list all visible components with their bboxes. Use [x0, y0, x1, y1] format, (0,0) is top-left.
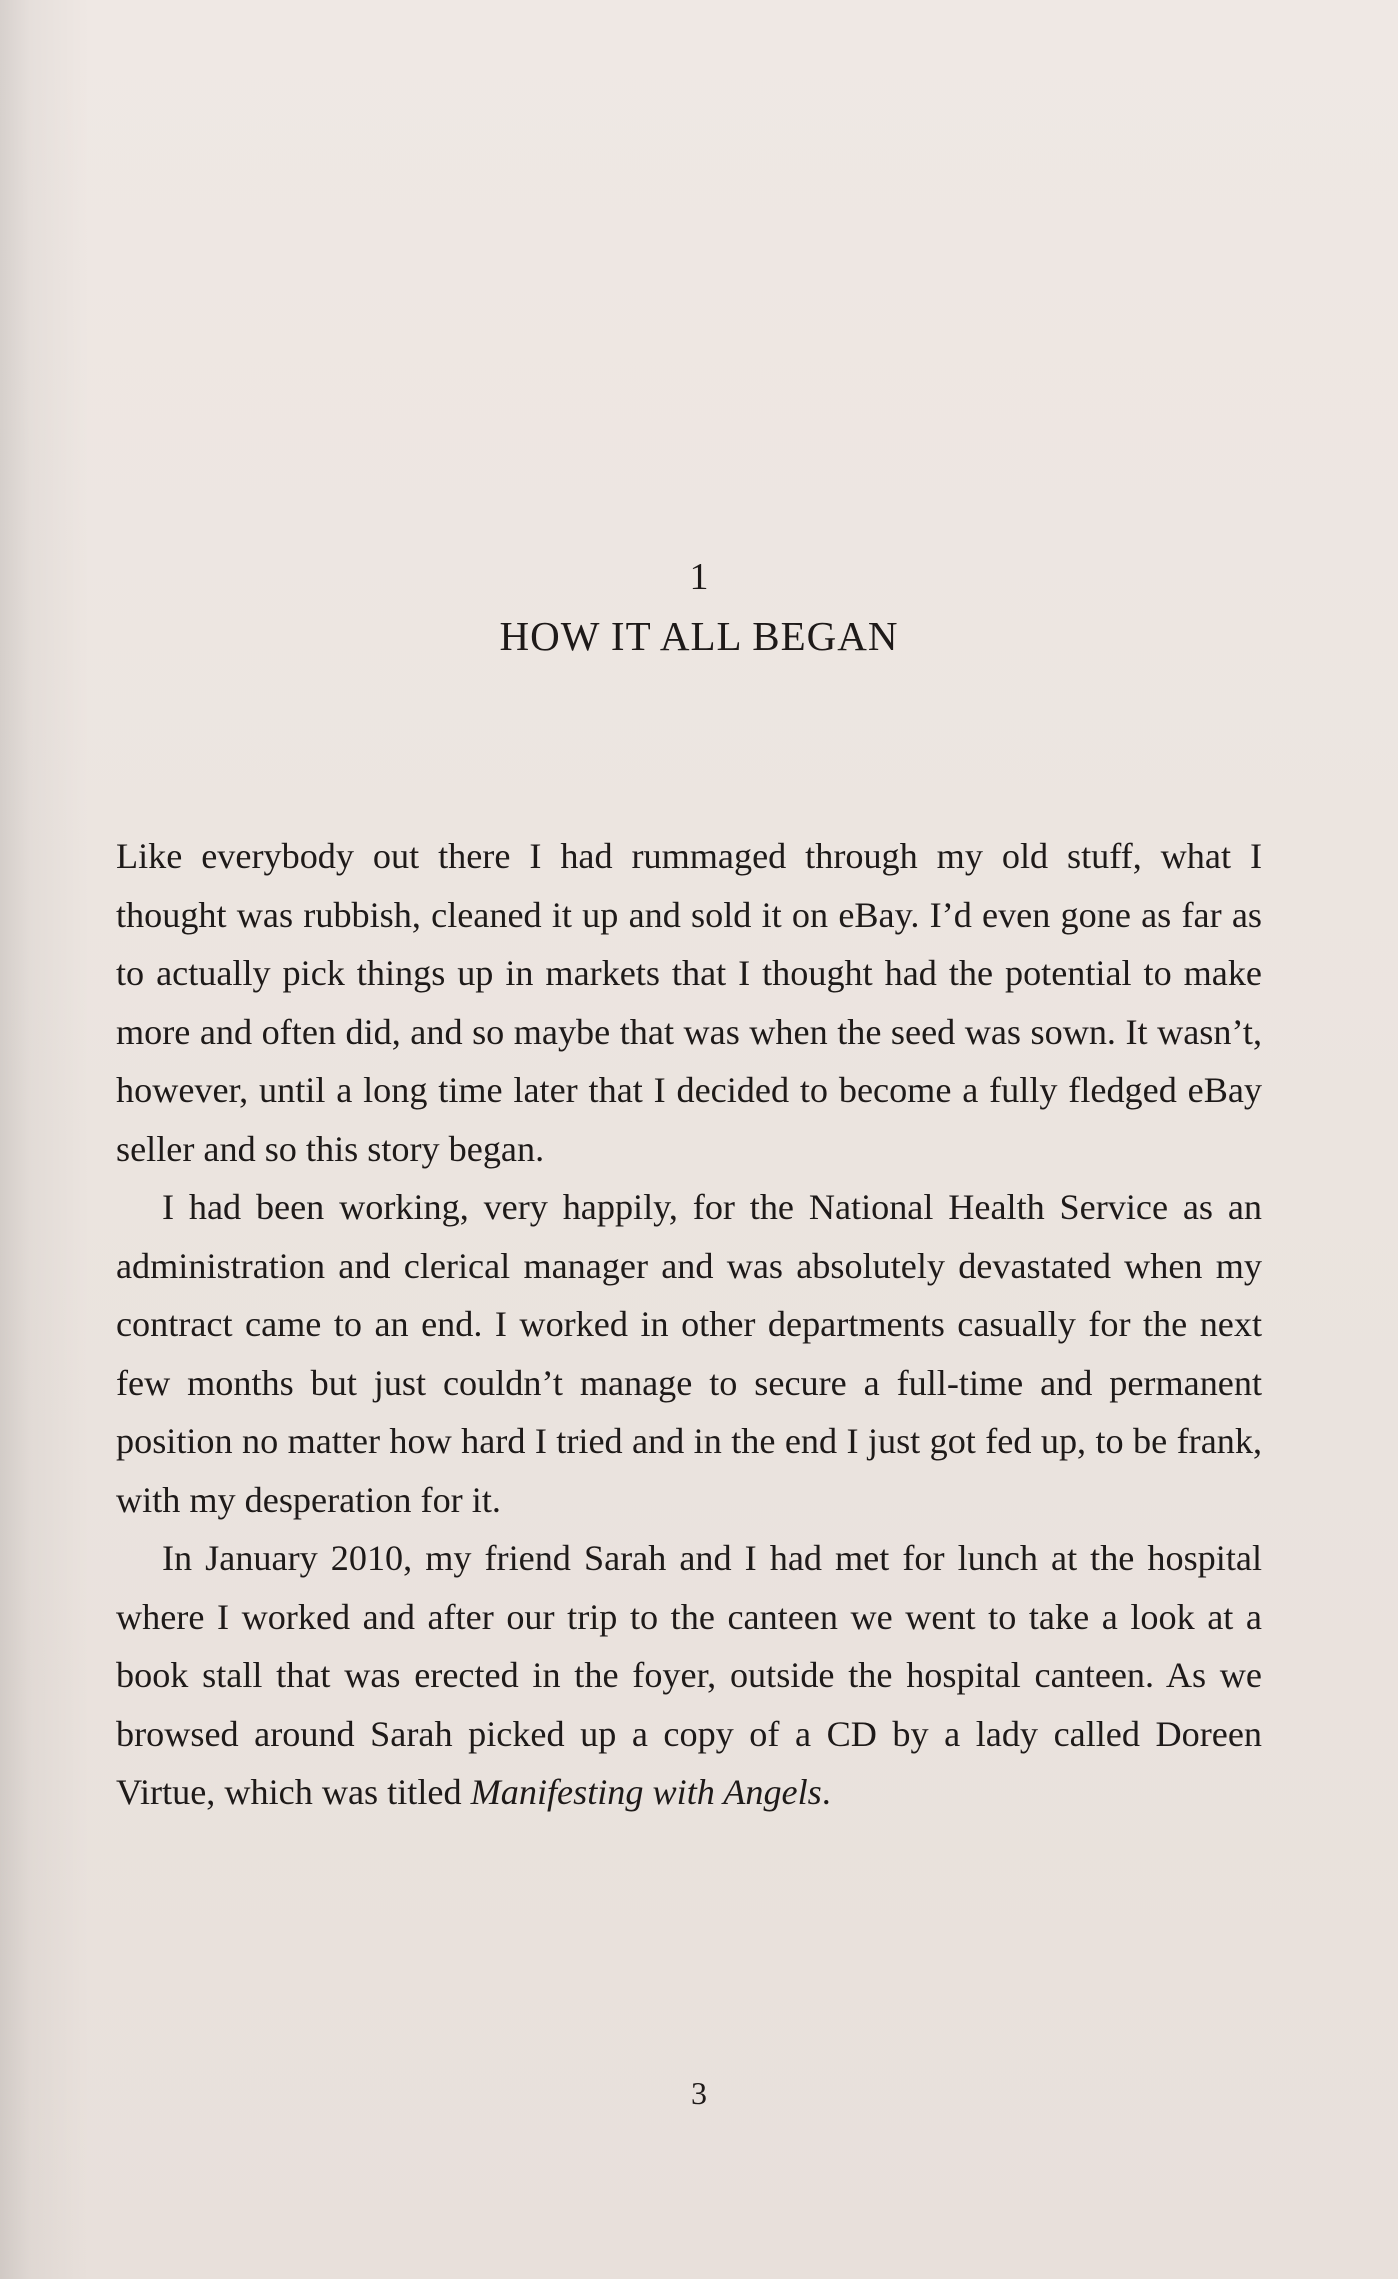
chapter-number: 1	[689, 556, 709, 598]
page-number: 3	[691, 2075, 707, 2111]
paragraph-2: I had been working, very happily, for the National Health Service as an administration and clerical manager and was absolutely devastated when my contract came to an end. I worked in other departments casually for the next few months but just couldn’t manage to secure a full-time and permanent position no matter how hard I tried and in the end I just got fed up, to be frank, with my desperation for it.	[116, 1187, 1262, 1520]
cd-title: Manifesting with Angels	[470, 1772, 822, 1812]
chapter-title: HOW IT ALL BEGAN	[499, 613, 899, 659]
paragraph-1: Like everybody out there I had rummaged through my old stuff, what I thought was rubbish, cleaned it up and sold it on eBay. I’d even gone as far as to actually pick things up in markets that I thought had the potential to make more and often did, and so maybe that was when the seed was sown. It wasn’t, however, until a long time later that I decided to become a fully fledged eBay seller and so this story began.	[116, 836, 1262, 1169]
paragraph-3	[116, 1529, 1262, 1822]
closing-punctuation: .	[821, 1772, 831, 1812]
chapter-body	[116, 827, 1262, 1822]
paragraph-3-text: In January 2010, my friend Sarah and I had met for lunch at the hospital where I worked and after our trip to the canteen we went to take a look at a book stall that was erected in the foyer, outside the hospital canteen. As we browsed around Sarah picked up a copy of a CD by a lady called Doreen Virtue, which was titled	[116, 1538, 1262, 1812]
